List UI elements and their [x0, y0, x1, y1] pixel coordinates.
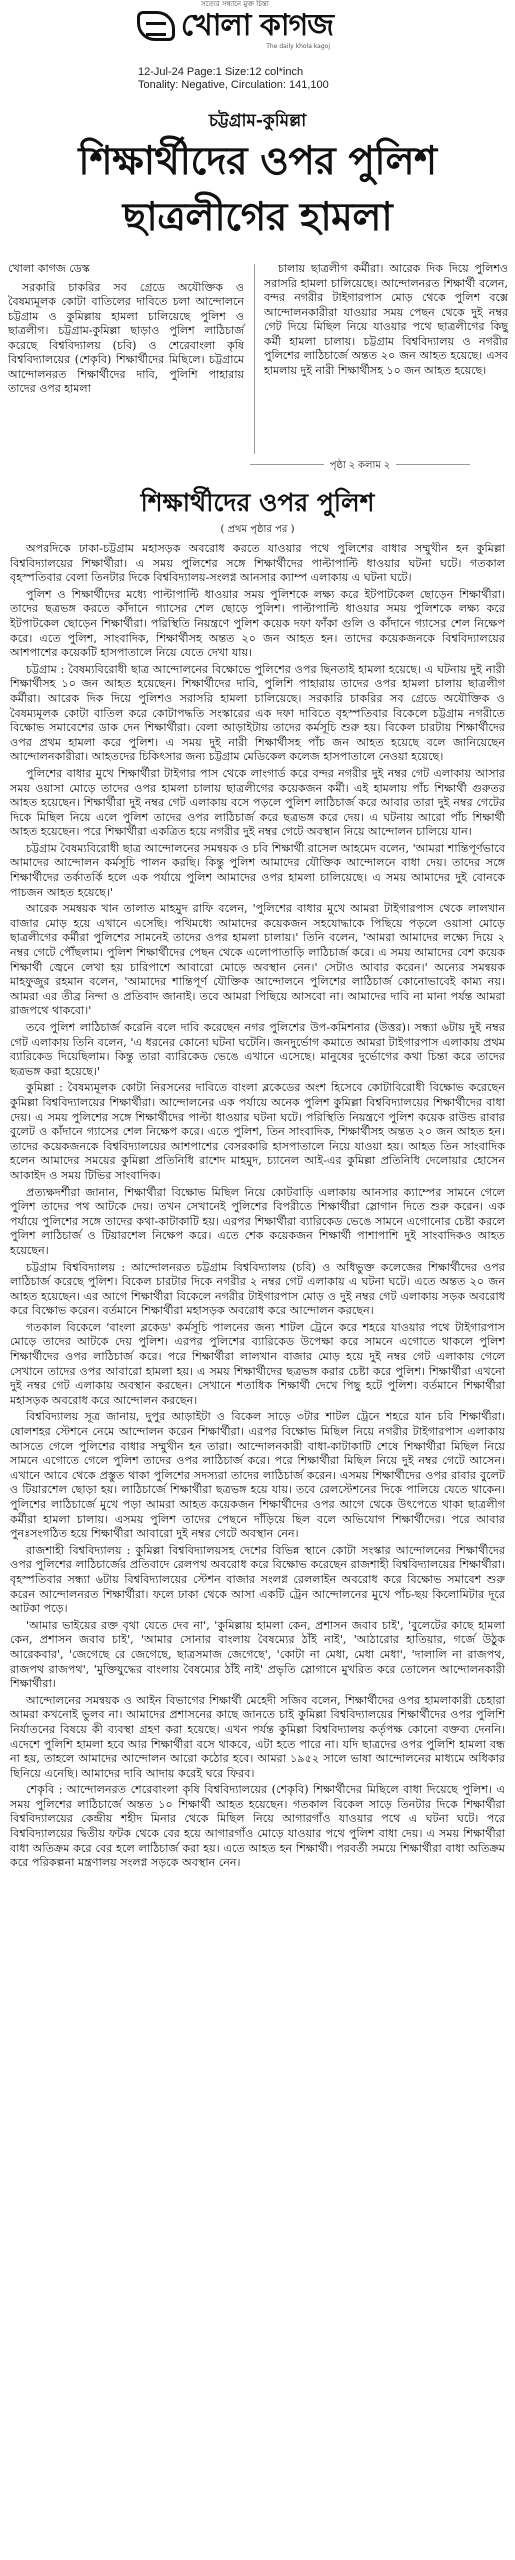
front-page-story [8, 262, 508, 460]
body-paragraph: চট্টগ্রাম : বৈষম্যবিরোধী ছাত্র আন্দোলনের বিক্ষোভে পুলিশের ওপর ছিনতাই হামলা হয়েছে। এ ঘটনায় দুই নারী শিক্ষার্থীসহ ১০ জন আহত হয়েছেন। শিক্ষার্থীদের দাবি, পুলিশি পাহারায় তাদের ওপর হামলা চালায় ছাত্রলীগ কর্মীরা। আরেক দিক দিয়ে পুলিশও সরাসরি হামলা চালিয়েছে। সরকারি চাকরির সব গ্রেডে অযৌক্তিক ও বৈষম্যমূলক কোটা বাতিল করে কোটাপদ্ধতি সংস্কারের এক দফা দাবিতে বৃহস্পতিবার বিকেলে চট্টগ্রাম নগরীতে বিক্ষোভ সমাবেশের ডাক দেন শিক্ষার্থীরা। বেলা আড়াইটায় তাদের কর্মসূচি শুরু হয়। বিকেল চারটায় শিক্ষার্থীদের ওপর প্রথম হামলা করে পুলিশ। এ সময় দুই নারী শিক্ষার্থীসহ পাঁচ জন আহত হয়েছে বলে জানিয়েছেন আন্দোলনকারীরা। আহতদের চিকিৎসার জন্য চট্টগ্রাম মেডিকেল কলেজ হাসপাতালে নেওয়া হয়েছে। [10, 662, 505, 764]
continuation-body [10, 542, 505, 2552]
clipping-tonality-circulation: Tonality: Negative, Circulation: 141,100 [138, 79, 329, 91]
front-column-right [264, 262, 508, 380]
body-paragraph: কুমিল্লা : বৈষম্যমূলক কোটা নিরসনের দাবিতে বাংলা ব্লকেডের অংশ হিসেবে কোটাবিরোধী বিক্ষোভ করেছেন কুমিল্লা বিশ্ববিদ্যালয়ের শিক্ষার্থীরা। আন্দোলনের এক পর্যায়ে অনেক পুলিশ কুমিল্লা বিশ্ববিদ্যালয়ের শিক্ষার্থীদের বাধা দেয়। এ সময় পুলিশের সঙ্গে শিক্ষার্থীদের পাল্টা ধাওয়ার ঘটনা ঘটে। পরিস্থিতি নিয়ন্ত্রণে পুলিশ কয়েক রাউন্ড রাবার বুলেট ও কাঁদানে গ্যাসের শেল নিক্ষেপ করে। এতে পুলিশ, তিন সাংবাদিক, শিক্ষার্থীসহ অন্তত ২০ জন আহত হন। তাদের কয়েকজনকে বিশ্ববিদ্যালয়ের আশপাশের বেসরকারি হাসপাতালে নিয়ে যাওয়া হয়। আহত তিন সাংবাদিক হলেন আমাদের সময়ের কুমিল্লা প্রতিনিধি রাশেদ মাহমুদ, চ্যানেল আই-এর কুমিল্লা প্রতিনিধি দেলোয়ার হোসেন আকাইদ ও সময় টিভির সাংবাদিক। [10, 1081, 505, 1182]
front-column-left [8, 262, 244, 399]
masthead-subtitle: The daily khola kagoj [266, 43, 330, 50]
body-paragraph: আরেক সমন্বয়ক খান তালাত মাহমুদ রাফি বলেন, 'পুলিশের বাধার মুখে আমরা টাইগারপাস থেকে লালখান বাজার মোড় হয়ে এখানে এসেছি। পথিমধ্যে আমাদের কয়েকজন সহযোদ্ধাকে পিছিয়ে পড়লে ওয়াসা মোড়ে ছাত্রলীগের কর্মীরা পুলিশের সামনেই তাদের ওপর হামলা চালায়।' তিনি বলেন, 'আমরা আমাদের লক্ষ্যে দিয়ে ২ নম্বর গেটে পৌঁছলাম। পুলিশ শিক্ষার্থীদের পেছন থেকে এলোপাতাড়ি লাঠিচার্জ করে। এ সময় আমাদের বেশ কয়েক শিক্ষার্থী জ্বেনে লেখা হয় চারিপাশে আবারো মোড়ে অবস্থান নেন।' সেটাও আবার করেন।' অন্যের সমন্বয়ক মাহফুজুর রহমান বলেন, 'আমাদের শান্তিপূর্ণ যৌক্তিক আন্দোলনে পুলিশের লাঠিচার্জ কোনোভাবেই কাম্য নয়। আমরা এর তীব্র নিন্দা ও প্রতিবাদ জানাই। তবে আমরা পিছিয়ে আসবো না। আমাদের দাবি না মানা পর্যন্ত আমরা রাজপথে থাকবো।' [10, 902, 505, 1018]
newspaper-logo-icon [137, 11, 175, 41]
body-paragraph: শেকৃবি : আন্দোলনরত শেরেবাংলা কৃষি বিশ্ববিদ্যালয়ের (শেকৃবি) শিক্ষার্থীদের মিছিলে বাধা দিয়েছে পুলিশ। এ সময় পুলিশের লাঠিচার্জে অন্তত ১০ শিক্ষার্থী আহত হয়েছেন। গতকাল বিকেল সাড়ে তিনটার দিকে শিক্ষার্থীরা বিশ্ববিদ্যালয়ের কেন্দ্রীয় শহীদ মিনার থেকে মিছিল নিয়ে আগারগাঁও যাওয়ার পথে এ ঘটনা ঘটে। পরে বিশ্ববিদ্যালয়ের দ্বিতীয় ফটক থেকে বের হয়ে আগারগাঁও মোড়ে যাওয়ার পথে পুলিশ বাধা দেয়। এ সময় শিক্ষার্থীরা বাধা অতিক্রম করে বের হলে লাঠিচার্জ করা হয়। এতে আহত হন শিক্ষার্থী। পরবর্তী সময়ে শিক্ষার্থীরা বাধা অতিক্রম করে পরিকল্পনা মন্ত্রণালয় সংলগ্ন সড়কে অবস্থান নেন। [10, 1783, 505, 1870]
headline-line-2: ছাত্রলীগের হামলা [122, 195, 393, 240]
body-paragraph: চট্টগ্রাম বৈষম্যবিরোধী ছাত্র আন্দোলনের সমন্বয়ক ও চবি শিক্ষার্থী রাসেল আহমেদ বলেন, 'আমরা শান্তিপূর্ণভাবে আমাদের আন্দোলন কর্মসূচি পালন করছি। কিন্তু পুলিশ আমাদের যৌক্তিক আন্দোলনে বাধা দেয়। তাদের সঙ্গে শিক্ষার্থীদের তর্কাতর্কি হলে এক পর্যায়ে পুলিশ আমাদের ওপর হামলা চালিয়েছে। এ সময় আমাদের দুই বোনকে পাচজন আহত হয়েছে।' [10, 841, 505, 899]
clipping-metadata [138, 66, 398, 92]
body-paragraph: চট্টগ্রাম বিশ্ববিদ্যালয় : আন্দোলনরত চট্টগ্রাম বিশ্ববিদ্যালয় (চবি) ও অধিভুক্ত কলেজের শিক্ষার্থীদের ওপর লাঠিচার্জ করেছে পুলিশ। বিকেল চারটার দিকে নগরীর ২ নম্বর গেট এলাকায় এ ঘটনা ঘটে। এতে অন্তত ২০ জন আহত হয়েছেন। এর আগে শিক্ষার্থীরা বিকেলে নগরীর টাইগারপাস মোড় ও দুই নম্বর গেট এলাকায় সড়ক অবরোধ করে বিক্ষোভ করেন। বর্তমানে শিক্ষার্থীরা মহাসড়ক অবরোধ করে আন্দোলন করছেন। [10, 1260, 505, 1318]
body-paragraph: পুলিশ ও শিক্ষার্থীদের মধ্যে পাল্টাপাল্টি ধাওয়ার সময় পুলিশকে লক্ষ্য করে ইটপাটকেল ছোড়েন শিক্ষার্থীরা। তাদের ছত্রভঙ্গ করতে কাঁদানে গ্যাসের শেল ছোড়ে পুলিশ। পাল্টাপাল্টি ধাওয়ার সময় পুলিশকে লক্ষ্য করে ইটপাটকেল ছোড়েন শিক্ষার্থীরা। পরিস্থিতি নিয়ন্ত্রণে পুলিশ কয়েক দফা ফাঁকা গুলি ও কাঁদানে গ্যাসের শেল নিক্ষেপ করে। এতে পুলিশ, সাংবাদিক, শিক্ষার্থীসহ অন্তত ২০ জন আহত হন। তাদের কয়েকজনকে বিশ্ববিদ্যালয়ের আশপাশের কয়েকটি হাসপাতালে নিয়ে যেতে দেখা যায়। [10, 587, 505, 660]
front-paragraph: সরকারি চাকরির সব গ্রেডে অযৌক্তিক ও বৈষম্যমূলক কোটা বাতিলের দাবিতে চলা আন্দোলনে চট্টগ্রাম ও কুমিল্লায় হামলা চালিয়েছে পুলিশ ও ছাত্রলীগ। চট্টগ্রাম-কুমিল্লা ছাড়াও পুলিশ লাঠিচার্জ করেছে বিশ্ববিদ্যালয় (চবি) ও শেরেবাংলা কৃষি বিশ্ববিদ্যালয়ের (শেকৃবি) শিক্ষার্থীদের মিছিলে। চট্টগ্রামে আন্দোলনরত শিক্ষার্থীদের দাবি, পুলিশি পাহারায় তাদের ওপর হামলা [8, 280, 244, 395]
clipping-date-size: 12-Jul-24 Page:1 Size:12 col*inch [138, 66, 304, 78]
continued-on-line [270, 458, 450, 475]
masthead-tagline: সত্যের সন্ধানে মুক্ত চিন্তা [201, 0, 269, 8]
body-paragraph: আন্দোলনের সমন্বয়ক ও আইন বিভাগের শিক্ষার্থী মেহেদী সজিব বলেন, শিক্ষার্থীদের ওপর হামলাকারী চেহারা আমরা কখনোই ভুলব না। আমাদের প্রশাসনের কাছে জানতে চাই কুমিল্লা বিশ্ববিদ্যালয়ের শিক্ষার্থীদের ওপর পুলিশি নির্যাতনের বিষয়ে কী ব্যবস্থা গ্রহণ করা হয়েছে। এখন পর্যন্ত কুমিল্লা বিশ্ববিদ্যালয় কর্তৃপক্ষ কোনো বক্তব্য দেননি। এদেশে পুলিশি হামলা হবে আর শিক্ষার্থীরা বসে থাকবে, এটা হতে পারে না। যদি ছাত্রদের ওপর পুলিশি হামলা বন্ধ না হয়, তাহলে আমাদের আন্দোলন আরো কঠোর হবে। আমরা ১৯৫২ সালে ভাষা আন্দোলনের মাধ্যমে অধিকার ছিনিয়ে এনেছি। আমাদের দাবি আদায় করেই ঘরে ফিরব। [10, 1693, 505, 1780]
body-paragraph: 'আমার ভাইয়ের রক্ত বৃথা যেতে দেব না', 'কুমিল্লায় হামলা কেন, প্রশাসন জবাব চাই', 'বুলেটের কাছে হামলা কেন, প্রশাসন জবাব চাই', 'আমার সোনার বাংলায় বৈষম্যের ঠাঁই নাই', 'আঠারোর হাতিয়ার, গর্জে উঠুক আরেকবার', 'জেগেছে রে জেগেছে, ছাত্রসমাজ জেগেছে', 'কোটা না মেধা, মেধা মেধা', 'দালালি না রাজপথ, রাজপথ রাজপথ', 'মুক্তিযুদ্ধের বাংলায় বৈষম্যের ঠাঁই নাই' প্রভৃতি স্লোগানে মুখরিত করে তোলেন আন্দোলনকারী শিক্ষার্থীরা। [10, 1618, 505, 1691]
continuation-headline: শিক্ষার্থীদের ওপর পুলিশ [140, 488, 375, 517]
masthead [120, 0, 350, 62]
byline: খোলা কাগজ ডেস্ক [8, 262, 90, 275]
headline [10, 134, 505, 246]
body-paragraph: পুলিশের বাধার মুখে শিক্ষার্থীরা টাইগার পাস থেকে লাংগার্ড করে বন্দর নগরীর দুই নম্বর গেট এলাকায় আসার সময় ওয়াসা মোড়ে তাদের ওপর হামলা চালায় ছাত্রলীগের কয়েকজন কর্মী। এই হামলায় পাঁচ শিক্ষার্থী গুরুতর আহত হয়েছেন। শিক্ষার্থীরা দুই নম্বর গেট এলাকায় বসে পড়লে পুলিশ লাঠিচার্জ করে আবার তারা দুই নম্বর গেটের দিকে মিছিল নিয়ে এলে পুলিশ তাদের ওপর লাঠিচার্জ করে ছত্রভঙ্গ করে দেয়। এ ঘটনায় আরো পাঁচ শিক্ষার্থী আহত হয়েছেন। পরে শিক্ষার্থীরা একত্রিত হয়ে নগরীর দুই নম্বর গেটে অবস্থান নিয়ে আন্দোলন চালিয়ে যান। [10, 766, 505, 839]
continued-on-text: পৃষ্ঠা ২ কলাম ২ [324, 460, 396, 471]
body-paragraph: গতকাল বিকেলে 'বাংলা ব্লকেড' কর্মসূচি পালনের জন্য শাটল ট্রেনে করে শহরে যাওয়ার পথে টাইগারপাস মোড়ে তাদের আটকে দেয় পুলিশ। এরপর পুলিশের ব্যারিকেড উপেক্ষা করে সামনে এগোতে থাকলে পুলিশ শিক্ষার্থীদের ওপর লাঠিচার্জ করে। পরে শিক্ষার্থীরা লালখান বাজার মোড় হয়ে দুই নম্বর গেট এলাকায় গেলে সেখানে তাদের ওপর আবারো হামলা হয়। এ সময় শিক্ষার্থীদের ছত্রভঙ্গ করার চেষ্টা করে পুলিশ। শিক্ষার্থীরা এখনো দুই নম্বর গেট এলাকায় অবস্থান করছেন। সেখানে শতাধিক শিক্ষার্থী দেখে পিছু হটে পুলিশ। বর্তমানে শিক্ষার্থীরা মহাসড়ক অবরোধ করে আন্দোলন করছেন। [10, 1320, 505, 1407]
front-paragraph: চালায় ছাত্রলীগ কর্মীরা। আরেক দিক দিয়ে পুলিশও সরাসরি হামলা চালিয়েছে। আন্দোলনরত শিক্ষার্থী বলেন, বন্দর নগরীর টাইগারপাস মোড় থেকে পুলিশ বক্সে আন্দোলনকারীরা যাওয়ার সময় পেছন থেকে দুই নম্বর গেট দিয়ে মিছিল নিয়ে যাওয়ার পথে ছাত্রলীগের কিছু কর্মী হামলা চালায়। চট্টগ্রাম বিশ্ববিদ্যালয় ও নগরীর পুলিশের লাঠিচার্জে অন্তত ২০ জন আহত হয়েছে। এসব হামলায় দুই নারী শিক্ষার্থীসহ ১০ জন আহত হয়েছে। [264, 262, 508, 377]
newspaper-logo-text: খোলা কাগজ [180, 8, 334, 43]
body-paragraph: অপরদিকে ঢাকা-চট্টগ্রাম মহাসড়ক অবরোধ করতে যাওয়ার পথে পুলিশের বাধার সম্মুখীন হন কুমিল্লা বিশ্ববিদ্যালয়ের শিক্ষার্থীরা। এ সময় পুলিশের সঙ্গে শিক্ষার্থীদের পাল্টাপাল্টি ধাওয়ার ঘটনা ঘটে। গতকাল বৃহস্পতিবার বেলা তিনটার দিকে বিশ্ববিদ্যালয়-সংলগ্ন আনসার ক্যাম্প এলাকায় এ ঘটনা ঘটে। [10, 542, 505, 585]
continued-from-label: ( প্রথম পৃষ্ঠার পর ) [220, 524, 295, 535]
body-paragraph: বিশ্ববিদ্যালয় সূত্র জানায়, দুপুর আড়াইটা ও বিকেল সাড়ে ৩টার শাটল ট্রেনে শহরে যান চবি শিক্ষার্থীরা। ষোলশহর স্টেশনে নেমে আন্দোলন করেন শিক্ষার্থীরা। এরপর বিক্ষোভ মিছিল নিয়ে নগরীর টাইগারপাস এলাকায় আসতে গেলে পুলিশের বাধার সম্মুখীন হন তারা। আন্দোলনকারী বাধা-কাটাকাটি শেষে শিক্ষার্থীরা মিছিল নিয়ে সামনে এগোতে গেলে পুলিশ তাদের ওপর লাঠিচার্জ করে। পরে শিক্ষার্থীরা মিছিল নিয়ে দুই নম্বর গেটে আসেন। এখানে আবে থেকে প্রস্তুত থাকা পুলিশের সদস্যরা তাদের লাঠিচার্জ করেন। এসময় শিক্ষার্থীদের ওপর রাবার বুলেট ও টিয়ারশেল ছোড়া হয়। লাঠিচার্জে শিক্ষার্থীরা ছত্রভঙ্গ হয়ে যায়। তবে রেলস্টেশনের দিকে পালিয়ে যেতে থাকেন। পুলিশের লাঠিচার্জে মুখে পড়া আমরা আহত কয়েকজন শিক্ষার্থীদের ওপর আগে থেকে উৎপেতে থাকা ছাত্রলীগ কর্মীরা হামলা চালায়। এসময় পুলিশ তাদের পেছনে দাঁড়িয়ে ছিল বলে অভিযোগ শিক্ষার্থীদের। পরে আবার পুনঃসংগঠিত হয়ে শিক্ষার্থীরা আবারো দুই নম্বর গেটে অবস্থান নেন। [10, 1410, 505, 1541]
headline-kicker: চট্টগ্রাম-কুমিল্লা [208, 111, 307, 131]
masthead-logo [120, 9, 350, 43]
body-paragraph: তবে পুলিশ লাঠিচার্জ করেনি বলে দাবি করেছেন নগর পুলিশের উপ-কমিশনার (উত্তর)। সন্ধ্যা ৬টায় দুই নম্বর গেট এলাকায় তিনি বলেন, 'এ ধরনের কোনো ঘটনা ঘটেনি। জনদুর্ভোগ কমাতে আমরা টাইগারপাস এলাকায় প্রথম ব্যারিকেড দিয়েছিলাম। কিন্তু তারা ব্যারিকেড ভেঙে এখানে এসেছে। মানুষের দুর্ভোগের কথা চিন্তা করে তাদের ছত্রভঙ্গ করা হয়েছে।' [10, 1021, 505, 1078]
headline-line-1: শিক্ষার্থীদের ওপর পুলিশ [78, 139, 437, 184]
body-paragraph: প্রত্যক্ষদর্শীরা জানান, শিক্ষার্থীরা বিক্ষোভ মিছিল নিয়ে কোটবাড়ি এলাকায় আনসার ক্যাম্পের সামনে গেলে পুলিশ তাদের পথ আটকে দেয়। তখন সেখানেই পুলিশের বিপরীতে শিক্ষার্থীরা স্লোগান দিতে শুরু করেন। এক পর্যায়ে পুলিশের সঙ্গে তাদের কথা-কাটাকাটি হয়। এরপর শিক্ষার্থীরা ব্যারিকেড ভেঙে সামনে এগোনোর চেষ্টা করলে পুলিশ লাঠিচার্জ ও টিয়ারশেল নিক্ষেপ করে। এতে শেক কয়েকজন শিক্ষার্থী পাশাপাশি দুই সাংবাদিকও আহত হয়েছেন। [10, 1185, 505, 1257]
body-paragraph: রাজশাহী বিশ্ববিদ্যালয় : কুমিল্লা বিশ্ববিদ্যালয়সহ দেশের বিভিন্ন স্থানে কোটা সংস্কার আন্দোলনের শিক্ষার্থীদের ওপর পুলিশের লাঠিচার্জের প্রতিবাদে রেলপথ অবরোধ করে বিক্ষোভ করেছেন রাজশাহী বিশ্ববিদ্যালয়ের শিক্ষার্থীরা। বৃহস্পতিবার সন্ধ্যা ৬টায় বিশ্ববিদ্যালয়ের স্টেশন বাজার সংলগ্ন রেললাইন অবরোধ করে বিক্ষোভ সমাবেশ শুরু করেন আন্দোলনরত শিক্ষার্থীরা। ফলে ঢাকা থেকে আসা একটি ট্রেন আন্দোলনের মুখে পাঁচ-ছয় কিলোমিটার দূরে আটকা পড়ে। [10, 1543, 505, 1616]
column-divider [254, 264, 255, 454]
